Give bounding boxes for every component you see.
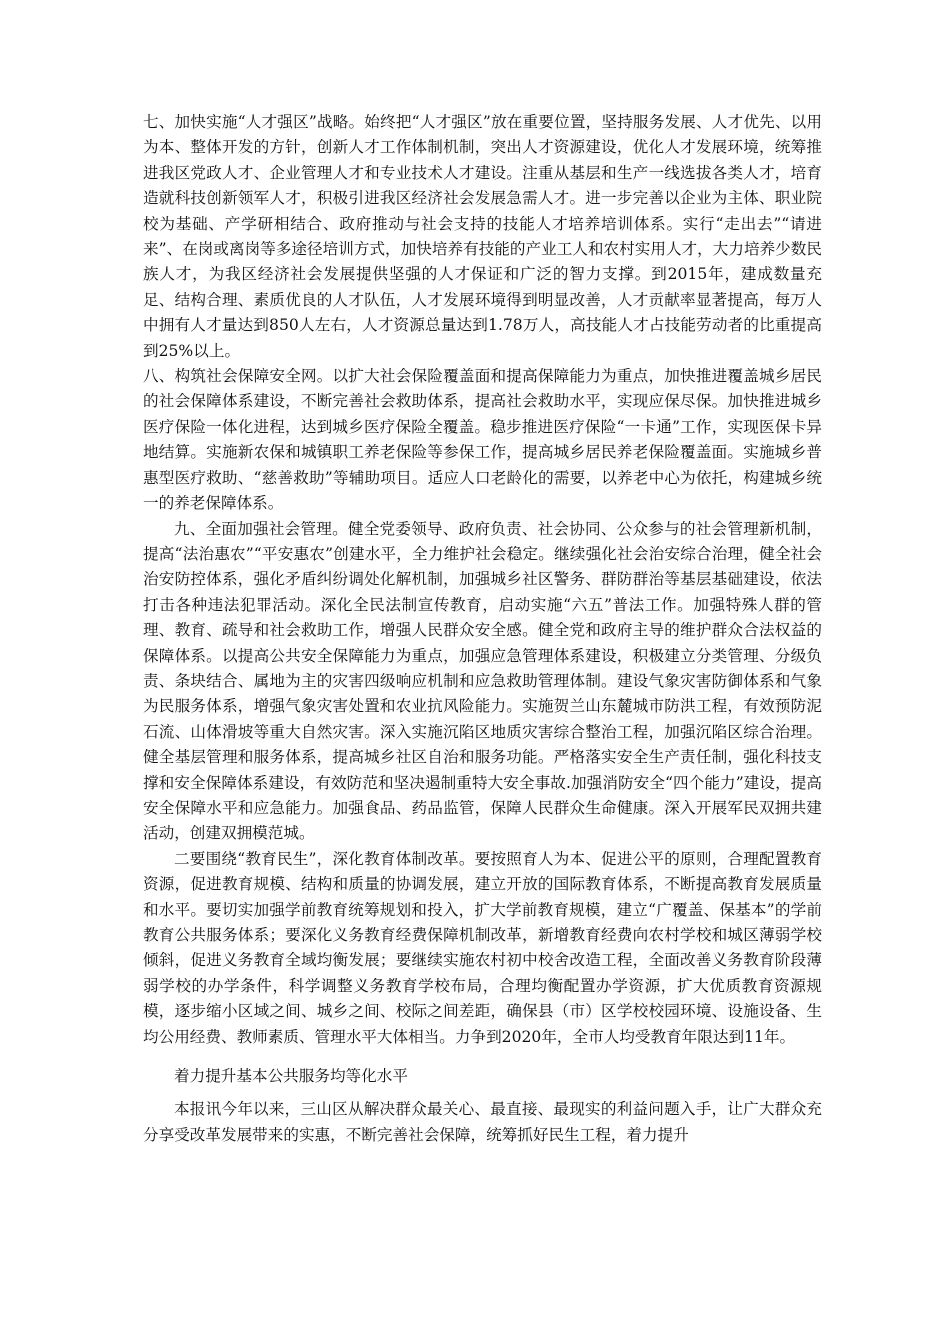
paragraph-social-security: 八、构筑社会保障安全网。以扩大社会保险覆盖面和提高保障能力为重点，加快推进覆盖城乡居民的社会保障体系建设，不断完善社会救助体系，提高社会救助水平，实现应保尽保。加快推进城乡医疗保险一体化进程，达到城乡医疗保险全覆盖。稳步推进医疗保险“一卡通”工作，实现医保卡异地结算。实施新农保和城镇职工养老保险等参保工作，提高城乡居民养老保险覆盖面。实施城乡普惠型医疗救助、“慈善救助”等辅助项目。适应人口老龄化的需要，以养老中心为依托，构建城乡统一的养老保障体系。 xyxy=(143,367,822,513)
paragraph-education: 二要围绕“教育民生”，深化教育体制改革。要按照育人为本、促进公平的原则，合理配置教育资源，促进教育规模、结构和质量的协调发展，建立开放的国际教育体系，不断提高教育发展质量和水平。要切实加强学前教育统筹规划和投入，扩大学前教育规模，建立“广覆盖、保基本”的学前教育公共服务体系；要深化义务教育经费保障机制改革，新增教育经费向农村学校和城区薄弱学校倾斜，促进义务教育全域均衡发展；要继续实施农村初中校舍改造工程，全面改善义务教育阶段薄弱学校的办学条件，科学调整义务教育学校布局，合理均衡配置办学资源，扩大优质教育资源规模，逐步缩小区域之间、城乡之间、校际之间差距，确保县（市）区学校校园环境、设施设备、生均公用经费、教师素质、管理水平大体相当。力争到2020年，全市人均受教育年限达到11年。 xyxy=(143,849,822,1046)
paragraph-social-management: 九、全面加强社会管理。健全党委领导、政府负责、社会协同、公众参与的社会管理新机制，提高“法治惠农”“平安惠农”创建水平，全力维护社会稳定。继续强化社会治安综合治理，健全社会治安防控体系，强化矛盾纠纷调处化解机制，加强城乡社区警务、群防群治等基层基础建设，依法打击各种违法犯罪活动。深化全民法制宣传教育，启动实施“六五”普法工作。加强特殊人群的管理、教育、疏导和社会救助工作，增强人民群众安全感。健全党和政府主导的维护群众合法权益的保障体系。以提高公共安全保障能力为重点，加强应急管理体系建设，积极建立分类管理、分级负责、条块结合、属地为主的灾害四级响应机制和应急救助管理体制。建设气象灾害防御体系和气象为民服务体系，增强气象灾害处置和农业抗风险能力。实施贺兰山东麓城市防洪工程，有效预防泥石流、山体滑坡等重大自然灾害。深入实施沉陷区地质灾害综合整治工程，加强沉陷区综合治理。健全基层管理和服务体系，提高城乡社区自治和服务功能。严格落实安全生产责任制，强化科技支撑和安全保障体系建设，有效防范和坚决遏制重特大安全事故.加强消防安全“四个能力”建设，提高安全保障水平和应急能力。加强食品、药品监管，保障人民群众生命健康。深入开展军民双拥共建活动，创建双拥模范城。 xyxy=(143,519,822,843)
section-heading: 着力提升基本公共服务均等化水平 xyxy=(174,1067,408,1086)
paragraph-talent-strategy: 七、加快实施“人才强区”战略。始终把“人才强区”放在重要位置，坚持服务发展、人才优先、以用为本、整体开发的方针，创新人才工作体制机制，突出人才资源建设，优化人才发展环境，统筹推进我区党政人才、企业管理人才和专业技术人才建设。注重从基层和生产一线选拔各类人才，培育造就科技创新领军人才，积极引进我区经济社会发展急需人才。进一步完善以企业为主体、职业院校为基础、产学研相结合、政府推动与社会支持的技能人才培养培训体系。实行“走出去”“请进来”、在岗或离岗等多途径培训方式，加快培养有技能的产业工人和农村实用人才，大力培养少数民族人才，为我区经济社会发展提供坚强的人才保证和广泛的智力支撑。到2015年，建成数量充足、结构合理、素质优良的人才队伍，人才发展环境得到明显改善，人才贡献率显著提高，每万人中拥有人才量达到850人左右，人才资源总量达到1.78万人，高技能人才占技能劳动者的比重提高到25%以上。 xyxy=(143,113,822,360)
paragraph-news-intro: 本报讯今年以来，三山区从解决群众最关心、最直接、最现实的利益问题入手，让广大群众充分享受改革发展带来的实惠，不断完善社会保障，统筹抓好民生工程，着力提升 xyxy=(143,1100,822,1144)
